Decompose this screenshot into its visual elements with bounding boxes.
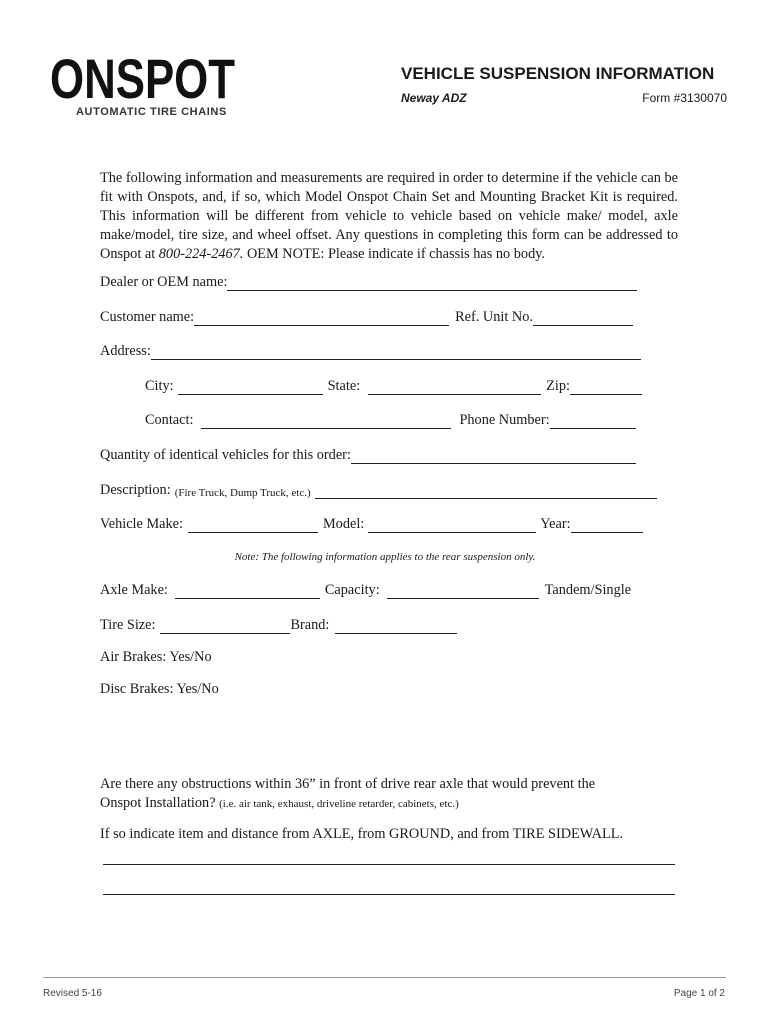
- tire-size-field[interactable]: [160, 619, 290, 634]
- year-label: Year:: [540, 516, 571, 532]
- customer-label: Customer name:: [100, 309, 195, 325]
- customer-row: [100, 309, 633, 326]
- zip-field[interactable]: [570, 380, 642, 395]
- intro-paragraph: [100, 169, 678, 264]
- page-number: Page 1 of 2: [673, 988, 725, 999]
- city-row: [145, 378, 642, 395]
- vehicle-make-field[interactable]: [188, 518, 318, 533]
- obstructions-line2: Onspot Installation?: [100, 795, 216, 811]
- city-field[interactable]: [178, 380, 323, 395]
- ref-unit-field[interactable]: [533, 311, 633, 326]
- customer-field[interactable]: [194, 311, 449, 326]
- state-field[interactable]: [368, 380, 541, 395]
- vehicle-make-label: Vehicle Make:: [100, 516, 183, 532]
- obstructions-instruction: If so indicate item and distance from AXLE, from GROUND, and from TIRE SIDEWALL.: [100, 826, 624, 842]
- disc-brakes-row: [100, 681, 219, 698]
- phone-number-text: 800-224-2467.: [158, 246, 244, 262]
- phone-label: Phone Number:: [459, 412, 550, 428]
- address-field[interactable]: [151, 345, 641, 360]
- description-label: Description:: [100, 482, 171, 498]
- tire-size-label: Tire Size:: [100, 617, 156, 633]
- dealer-row: [100, 274, 637, 291]
- state-label: State:: [327, 378, 361, 394]
- capacity-field[interactable]: [387, 584, 539, 599]
- contact-label: Contact:: [145, 412, 194, 428]
- air-brakes-row: [100, 649, 212, 666]
- address-label: Address:: [100, 343, 151, 359]
- capacity-label: Capacity:: [324, 582, 380, 598]
- onspot-logo: [50, 48, 235, 106]
- description-row: [100, 482, 657, 499]
- description-hint: (Fire Truck, Dump Truck, etc.): [174, 487, 311, 499]
- axle-make-field[interactable]: [175, 584, 320, 599]
- obstructions-line1: Are there any obstructions within 36” in front of drive rear axle that would prevent the: [100, 776, 596, 792]
- brand-field[interactable]: [335, 619, 457, 634]
- logo-tagline: AUTOMATIC TIRE CHAINS: [76, 106, 227, 118]
- dealer-field[interactable]: [227, 276, 637, 291]
- quantity-label: Quantity of identical vehicles for this order:: [100, 447, 351, 463]
- air-brakes-label[interactable]: Air Brakes: Yes/No: [100, 649, 212, 665]
- revision-label: Revised 5-16: [43, 988, 102, 999]
- obstructions-question: [100, 775, 595, 814]
- quantity-row: [100, 447, 636, 464]
- year-field[interactable]: [571, 518, 643, 533]
- footer-divider: [43, 977, 726, 978]
- page-title: VEHICLE SUSPENSION INFORMATION: [401, 64, 715, 83]
- phone-field[interactable]: [550, 414, 636, 429]
- vehicle-row: [100, 516, 643, 533]
- page-subtitle: Neway ADZ: [401, 91, 467, 105]
- disc-brakes-label[interactable]: Disc Brakes: Yes/No: [100, 681, 219, 697]
- address-row: [100, 343, 641, 360]
- dealer-label: Dealer or OEM name:: [100, 274, 228, 290]
- ref-unit-label: Ref. Unit No.: [455, 309, 533, 325]
- contact-row: [145, 412, 636, 429]
- city-label: City:: [145, 378, 174, 394]
- rear-suspension-note: Note: The following information applies to the rear suspension only.: [234, 551, 536, 563]
- axle-make-label: Axle Make:: [100, 582, 168, 598]
- tandem-single-label: Tandem/Single: [544, 582, 632, 598]
- obstructions-hint: (i.e. air tank, exhaust, driveline retarder, cabinets, etc.): [219, 798, 459, 810]
- axle-row: [100, 582, 631, 599]
- logo-text: ONSPOT: [50, 48, 235, 106]
- model-field[interactable]: [368, 518, 536, 533]
- description-field[interactable]: [315, 484, 657, 499]
- tire-row: [100, 617, 457, 634]
- intro-text: The following information and measurements are required in order to determine if the vehicle can be fit with Onspots, and, if so, which Model Onspot Chain Set and Mounting Bracket Kit is required. This information will be different from vehicle to vehicle based on vehicle make/ model, axle make/model, tire size, and wheel offset. Any questions in completing this form can be addressed to Onspot at: [100, 170, 678, 262]
- answer-line-1[interactable]: [103, 864, 675, 865]
- model-label: Model:: [322, 516, 365, 532]
- answer-line-2[interactable]: [103, 894, 675, 895]
- intro-note: OEM NOTE: Please indicate if chassis has no body.: [243, 246, 546, 262]
- brand-label: Brand:: [290, 617, 330, 633]
- form-number: Form #3130070: [642, 91, 727, 105]
- zip-label: Zip:: [546, 378, 570, 394]
- contact-field[interactable]: [201, 414, 451, 429]
- quantity-field[interactable]: [351, 449, 636, 464]
